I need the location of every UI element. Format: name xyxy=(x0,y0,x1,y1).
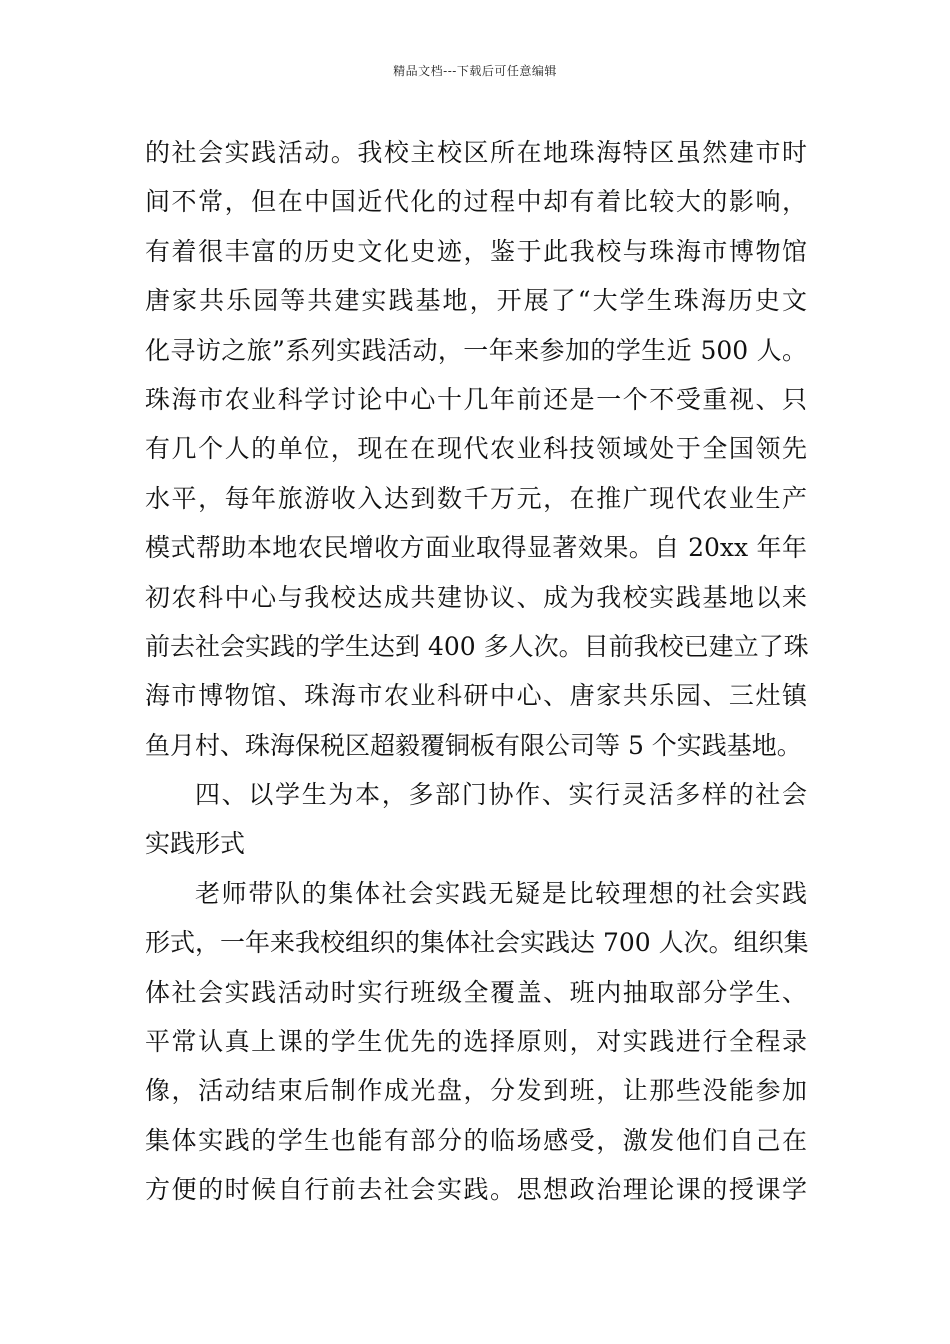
paragraph-3 xyxy=(145,869,807,1215)
text-line: 像，活动结束后制作成光盘，分发到班，让那些没能参加 xyxy=(145,1076,807,1106)
text-line: 前去社会实践的学生达到 400 多人次。目前我校已建立了珠 xyxy=(145,631,809,661)
text-line: 的社会实践活动。我校主校区所在地珠海特区虽然建市时 xyxy=(145,138,807,167)
text-line: 间不常，但在中国近代化的过程中却有着比较大的影响， xyxy=(145,187,807,217)
section-heading-4 xyxy=(145,770,807,869)
text-line: 有几个人的单位，现在在现代农业科技领域处于全国领先 xyxy=(145,434,807,464)
text-line: 鱼月村、珠海保税区超毅覆铜板有限公司等 5 个实践基地。 xyxy=(145,730,802,760)
text-line: 初农科中心与我校达成共建协议、成为我校实践基地以来 xyxy=(145,582,807,612)
text-line: 水平，每年旅游收入达到数千万元，在推广现代农业生产 xyxy=(145,483,807,513)
text-line: 形式，一年来我校组织的集体社会实践达 700 人次。组织集 xyxy=(145,928,809,958)
page-header: 精品文档---下载后可任意编辑 xyxy=(393,64,557,78)
text-line: 唐家共乐园等共建实践基地，开展了“大学生珠海历史文 xyxy=(145,286,807,316)
document-body xyxy=(145,128,807,1215)
text-line: 实践形式 xyxy=(145,829,246,859)
text-line: 集体实践的学生也能有部分的临场感受，激发他们自己在 xyxy=(145,1125,807,1155)
paragraph-1 xyxy=(145,128,807,770)
text-line: 化寻访之旅”系列实践活动，一年来参加的学生近 500 人。 xyxy=(145,335,807,365)
text-line: 海市博物馆、珠海市农业科研中心、唐家共乐园、三灶镇 xyxy=(145,681,807,711)
text-line: 体社会实践活动时实行班级全覆盖、班内抽取部分学生、 xyxy=(145,977,807,1007)
text-line: 方便的时候自行前去社会实践。思想政治理论课的授课学 xyxy=(145,1175,807,1205)
text-line: 四、以学生为本，多部门协作、实行灵活多样的社会 xyxy=(195,780,807,810)
text-line: 有着很丰富的历史文化史迹，鉴于此我校与珠海市博物馆 xyxy=(145,236,807,266)
text-line: 珠海市农业科学讨论中心十几年前还是一个不受重视、只 xyxy=(145,384,807,414)
text-line: 老师带队的集体社会实践无疑是比较理想的社会实践 xyxy=(195,878,807,908)
text-line: 平常认真上课的学生优先的选择原则，对实践进行全程录 xyxy=(145,1027,807,1057)
text-line: 模式帮助本地农民增收方面业取得显著效果。自 20xx 年年 xyxy=(145,533,807,563)
